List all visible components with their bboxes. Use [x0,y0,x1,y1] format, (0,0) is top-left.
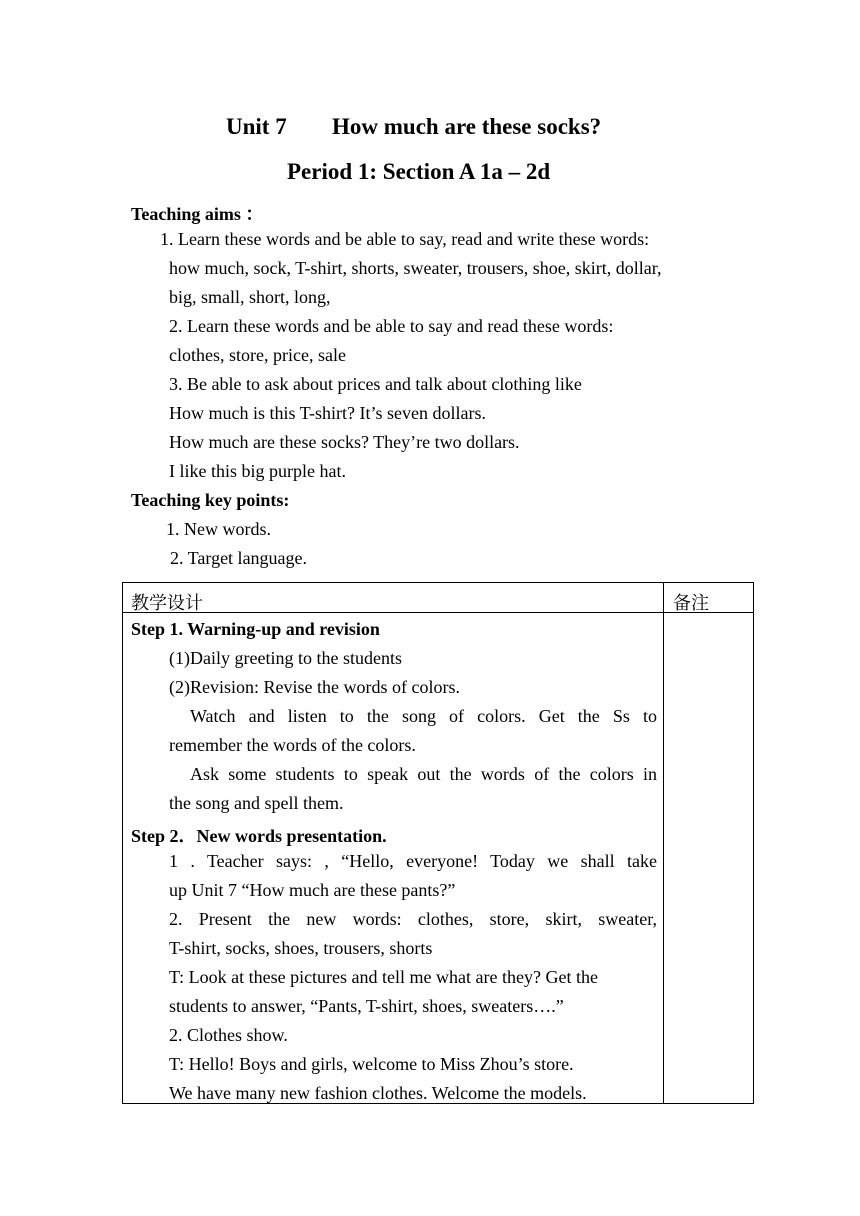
aims-line: 3. Be able to ask about prices and talk about clothing like [169,374,582,394]
aims-line: 1. Learn these words and be able to say, read and write these words: [160,229,650,249]
step1-line: Watch and listen to the song of colors. Get the Ss to [190,706,657,726]
teaching-aims-heading: Teaching aims ： [131,204,264,224]
step2-line: up Unit 7 “How much are these pants?” [169,880,456,900]
step1-line: (2)Revision: Revise the words of colors. [169,677,460,697]
step2-line: students to answer, “Pants, T-shirt, shoes, sweaters….” [169,996,564,1016]
step1-line: the song and spell them. [169,793,344,813]
aims-line: How much is this T-shirt? It’s seven dollars. [169,403,486,423]
lesson-design-table [122,582,754,1104]
period-title: Period 1: Section A 1a – 2d [287,159,551,184]
aims-line: big, small, short, long, [169,287,331,307]
step2-line: 2. Clothes show. [169,1025,288,1045]
column-divider [663,583,664,1103]
key-point-item: 2. Target language. [170,548,308,568]
step1-line: remember the words of the colors. [169,735,416,755]
step2-line: T: Hello! Boys and girls, welcome to Miss Zhou’s store. [169,1054,574,1074]
header-notes: 备注 [673,593,709,613]
step2-line: 1 . Teacher says: , “Hello, everyone! Today we shall take [169,851,657,871]
step2-line: We have many new fashion clothes. Welcome the models. [169,1083,587,1103]
aims-line: 2. Learn these words and be able to say and read these words: [169,316,614,336]
step2-line: T-shirt, socks, shoes, trousers, shorts [169,938,433,958]
step1-line: (1)Daily greeting to the students [169,648,402,668]
step2-line: T: Look at these pictures and tell me what are they? Get the [169,967,598,987]
step1-heading: Step 1. Warning-up and revision [131,619,380,639]
step2-heading: Step 2．New words presentation. [131,826,387,846]
aims-line: how much, sock, T-shirt, shorts, sweater, trousers, shoe, skirt, dollar, [169,258,662,278]
aims-line: I like this big purple hat. [169,461,346,481]
header-design: 教学设计 [131,593,203,613]
key-point-item: 1. New words. [166,519,271,539]
step1-line: Ask some students to speak out the words of the colors in [190,764,657,784]
aims-line: clothes, store, price, sale [169,345,346,365]
step2-line: 2. Present the new words: clothes, store, skirt, sweater, [169,909,657,929]
key-points-heading: Teaching key points: [131,490,290,510]
unit-question: How much are these socks? [332,114,602,139]
header-divider [123,612,753,613]
aims-line: How much are these socks? They’re two dollars. [169,432,520,452]
unit-label: Unit 7 [226,114,287,139]
